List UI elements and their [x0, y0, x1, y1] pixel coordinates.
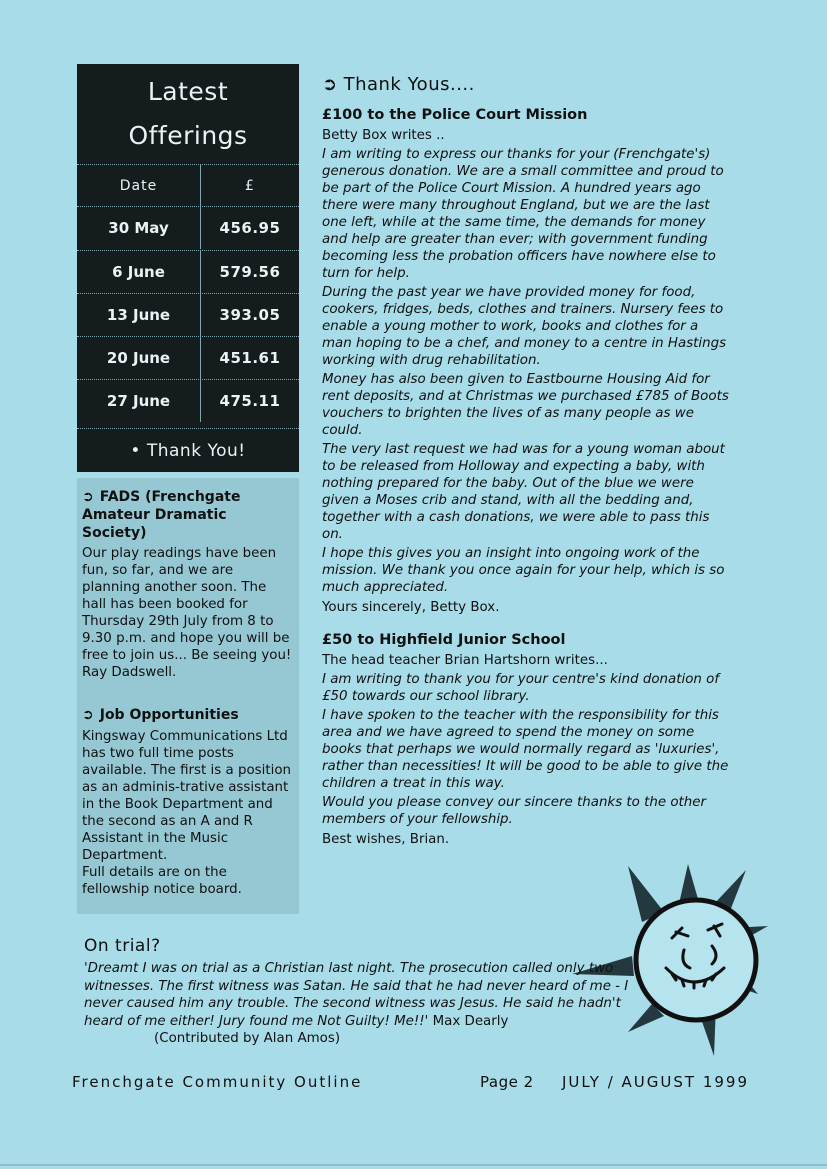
arrow-bullet-icon: ➲	[82, 489, 94, 505]
offering-amount: 475.11	[219, 392, 281, 410]
offering-amount: 579.56	[219, 263, 281, 281]
jobs-section	[82, 706, 294, 898]
jobs-body: Kingsway Communications Ltd has two full time posts available. The first is a position as an adminis-trative assistant in the Book Department and the second as an A and R Assistant in the Music Department.	[82, 729, 291, 863]
offerings-title	[77, 64, 299, 164]
table-row	[77, 206, 299, 249]
fads-heading-text: FADS (Frenchgate Amateur Dramatic Society)	[82, 489, 241, 541]
bottom-rule	[0, 1164, 827, 1166]
school-paragraph-3: Would you please convey our sincere thanks to the other members of your fellowship.	[322, 795, 707, 827]
thank-yous-heading	[322, 74, 732, 95]
offerings-panel	[77, 64, 299, 472]
publication-name: Frenchgate Community Outline	[72, 1073, 363, 1091]
police-intro: Betty Box writes ..	[322, 128, 445, 143]
col-date-header: Date	[77, 165, 201, 207]
table-row	[77, 336, 299, 379]
school-paragraph-2: I have spoken to the teacher with the responsibility for this area and we have agreed to spend the money on some books that perhaps we would normally regard as 'luxuries', rather than necessities! It will be good to be able to give the children a treat in this way.	[322, 708, 729, 791]
offerings-thank-you: • Thank You!	[77, 428, 299, 473]
table-row	[77, 293, 299, 336]
offerings-title-line1: Latest	[147, 77, 229, 106]
page-number: Page 2	[480, 1073, 534, 1091]
offering-amount: 451.61	[219, 349, 281, 367]
fads-heading	[82, 488, 294, 542]
jobs-body-2: Full details are on the fellowship notice board.	[82, 865, 242, 897]
on-trial-body	[84, 960, 644, 1048]
police-signoff: Yours sincerely, Betty Box.	[322, 600, 500, 615]
issue-date: JULY / AUGUST 1999	[562, 1073, 749, 1091]
thank-yous-heading-text: Thank Yous....	[343, 74, 475, 95]
police-paragraph-3: Money has also been given to Eastbourne Housing Aid for rent deposits, and at Christmas we purchased £785 of Boots vouchers to brighten the lives of as many people as we could.	[322, 372, 729, 438]
on-trial-section	[84, 936, 644, 1048]
offering-date: 6 June	[77, 251, 201, 293]
on-trial-quote: 'Dreamt I was on trial as a Christian last night. The prosecution called only two witnesses. The first witness was Satan. He said that he had never heard of me - I never caused him any trouble. The second witness was Jesus. He said he hadn't heard of me either! Jury found me Not Guilty! Me!!'	[84, 961, 629, 1029]
school-intro: The head teacher Brian Hartshorn writes...	[322, 653, 608, 668]
on-trial-author: Max Dearly	[432, 1013, 509, 1029]
offering-amount: 456.95	[219, 219, 281, 237]
table-row	[77, 250, 299, 293]
police-paragraph-1: I am writing to express our thanks for your (Frenchgate's) generous donation. We are a small committee and proud to be part of the Police Court Mission. A hundred years ago there were many throughout England, but we are the last one left, while at the same time, the demands for money and help are greater than ever; with government funding becoming less the probation officers have nowhere else to turn for help.	[322, 147, 724, 281]
offering-amount: 393.05	[219, 306, 281, 324]
col-amount-header: £	[245, 178, 255, 194]
offerings-header-row	[77, 164, 299, 207]
jobs-heading-text: Job Opportunities	[99, 707, 239, 723]
school-paragraph-1: I am writing to thank you for your centre's kind donation of £50 towards our school library.	[322, 672, 720, 704]
offering-date: 13 June	[77, 294, 201, 336]
offerings-title-line2: Offerings	[128, 121, 248, 150]
school-signoff: Best wishes, Brian.	[322, 832, 450, 847]
school-title: £50 to Highfield Junior School	[322, 632, 566, 648]
arrow-bullet-icon: ➲	[82, 707, 94, 723]
police-paragraph-2: During the past year we have provided money for food, cookers, fridges, beds, clothes and trainers. Nursery fees to enable a young mother to work, books and clothes for a man hoping to be a chef, and money to a centre in Hastings working with drug rehabilitation.	[322, 285, 727, 368]
police-paragraph-5: I hope this gives you an insight into ongoing work of the mission. We thank you once again for your help, which is so much appreciated.	[322, 546, 725, 595]
on-trial-contributor: (Contributed by Alan Amos)	[154, 1031, 341, 1046]
fads-section	[82, 488, 294, 681]
on-trial-heading: On trial?	[84, 936, 161, 956]
offering-date: 30 May	[77, 207, 201, 249]
police-title: £100 to the Police Court Mission	[322, 107, 588, 123]
arrow-bullet-icon: ➲	[322, 74, 338, 95]
thank-yous-section	[322, 74, 732, 848]
offering-date: 27 June	[77, 380, 201, 422]
fads-body: Our play readings have been fun, so far, and we are planning another soon. The hall has been booked for Thursday 29th July from 8 to 9.30 p.m. and hope you will be free to join us... Be seeing you! Ray Dadswell.	[82, 546, 292, 680]
table-row	[77, 379, 299, 422]
jobs-heading	[82, 706, 294, 724]
sun-face-icon	[636, 900, 756, 1020]
police-paragraph-4: The very last request we had was for a young woman about to be released from Holloway and expecting a baby, with nothing prepared for the baby. Out of the blue we were given a Moses crib and stand, with all the bedding and, together with a cash donations, we were able to pass this on.	[322, 442, 725, 542]
offering-date: 20 June	[77, 337, 201, 379]
